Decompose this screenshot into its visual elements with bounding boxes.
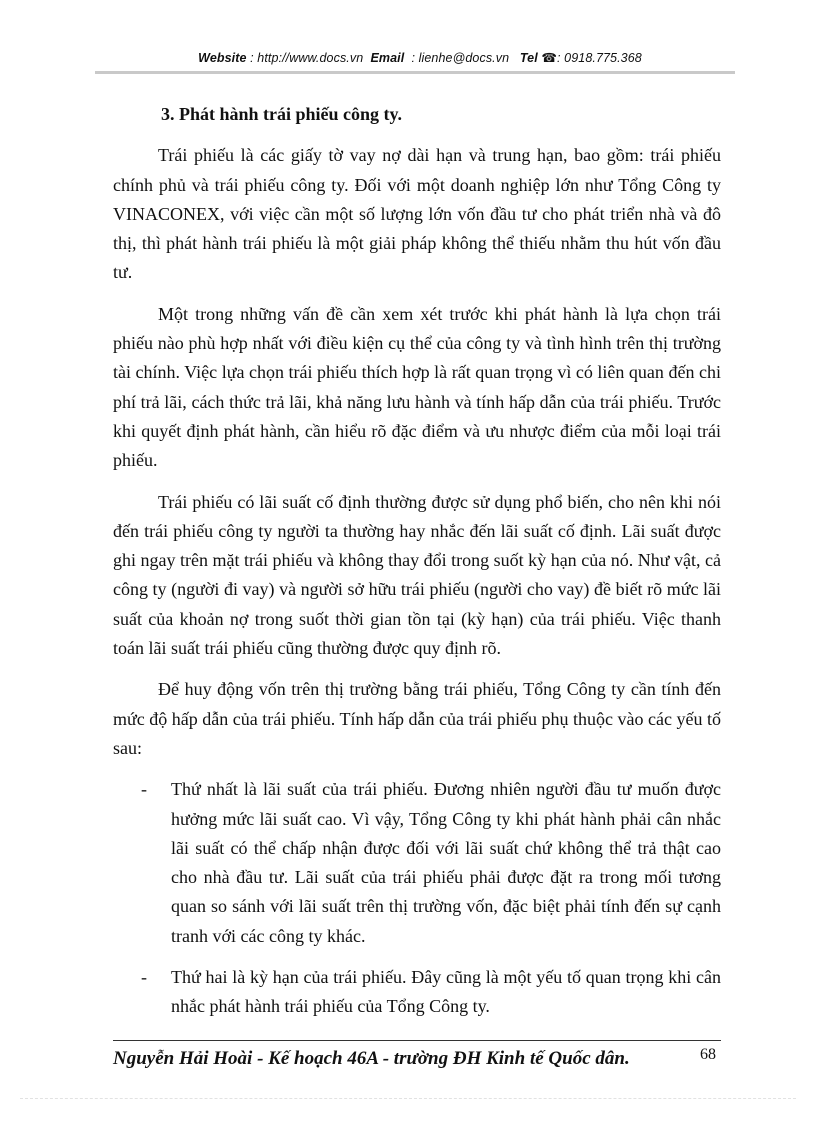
bullet-item <box>113 963 721 1022</box>
tel-value: : 0918.775.368 <box>557 51 642 65</box>
bullet-marker: - <box>141 967 147 988</box>
email-value[interactable]: : lienhe@docs.vn <box>411 51 510 65</box>
paragraph: Để huy động vốn trên thị trường bằng trái phiếu, Tổng Công ty cần tính đến mức độ hấp dẫn của trái phiếu. Tính hấp dẫn của trái phiếu phụ thuộc vào các yếu tố sau: <box>113 679 721 758</box>
paragraph: Trái phiếu là các giấy tờ vay nợ dài hạn và trung hạn, bao gồm: trái phiếu chính phủ và trái phiếu công ty. Đối với một doanh nghiệp lớn như Tổng Công ty VINACONEX, với việc cần một số lượng lớn vốn đầu tư cho phát triển nhà và đô thị, thì phát hành trái phiếu là một giải pháp không thể thiếu nhằm thu hút vốn đầu tư. <box>113 145 721 283</box>
bullet-item <box>113 775 721 951</box>
tel-label: Tel <box>519 51 538 65</box>
bullet-marker: - <box>141 779 147 800</box>
paragraph: Trái phiếu có lãi suất cố định thường được sử dụng phổ biến, cho nên khi nói đến trái phiếu công ty người ta thường hay nhắc đến lãi suất cố định. Lãi suất được ghi ngay trên mặt trái phiếu và không thay đổi trong suốt kỳ hạn của nó. Như vật, cả công ty (người đi vay) và người sở hữu trái phiếu (người cho vay) đề biết rõ mức lãi suất của khoản nợ trong suốt thời gian tồn tại (kỳ hạn) của trái phiếu. Việc thanh toán lãi suất trái phiếu cũng thường được quy định rõ. <box>113 491 721 659</box>
bullet-text: Thứ hai là kỳ hạn của trái phiếu. Đây cũng là một yếu tố quan trọng khi cân nhắc phát hành trái phiếu của Tổng Công ty. <box>171 967 721 1017</box>
email-label: Email <box>370 51 405 65</box>
website-label: Website <box>198 51 247 65</box>
document-body <box>113 100 721 1034</box>
phone-icon: ☎ <box>541 51 558 65</box>
bullet-text: Thứ nhất là lãi suất của trái phiếu. Đương nhiên người đầu tư muốn được hưởng mức lãi suất cao. Vì vậy, Tổng Công ty khi phát hành phải cân nhắc lãi suất có thể chấp nhận được đối với lãi suất chứ không thể trả thật cao cho nhà đầu tư. Lãi suất của trái phiếu phải được đặt ra trong mối tương quan so sánh với lãi suất trên thị trường vốn, đặc biệt phải tính đến sự cạnh tranh với các công ty khác. <box>171 779 721 946</box>
footer-author: Nguyễn Hải Hoài - Kế hoạch 46A - trường ĐH Kinh tế Quốc dân. <box>113 1048 630 1069</box>
header-divider <box>95 71 735 74</box>
footer-divider <box>113 1040 721 1041</box>
page-bottom-divider <box>20 1098 796 1099</box>
section-heading: 3. Phát hành trái phiếu công ty. <box>161 104 403 124</box>
page-header <box>120 50 720 65</box>
paragraph: Một trong những vấn đề cần xem xét trước khi phát hành là lựa chọn trái phiếu nào phù hợp nhất với điều kiện cụ thể của công ty và tình hình trên thị trường tài chính. Việc lựa chọn trái phiếu thích hợp là rất quan trọng vì có liên quan đến chi phí trả lãi, cách thức trả lãi, khả năng lưu hành và tính hấp dẫn của trái phiếu. Trước khi quyết định phát hành, cần hiểu rõ đặc điểm và ưu nhược điểm của mỗi loại trái phiếu. <box>113 303 721 471</box>
website-value[interactable]: : http://www.docs.vn <box>250 51 364 65</box>
page-number: 68 <box>700 1046 716 1063</box>
